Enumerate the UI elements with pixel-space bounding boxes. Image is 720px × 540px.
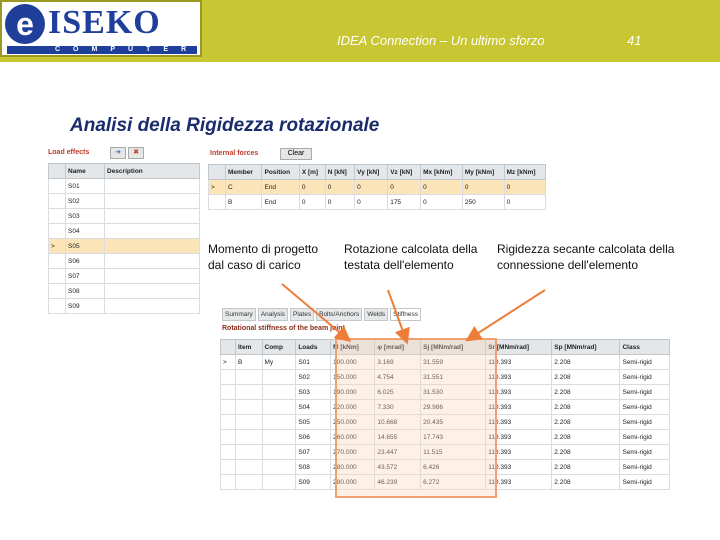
- table-cell[interactable]: 2.208: [552, 400, 620, 415]
- table-cell[interactable]: 110.393: [486, 370, 552, 385]
- column-header[interactable]: Class: [620, 340, 670, 355]
- load-effect-name: S02: [66, 194, 105, 209]
- table-cell[interactable]: 2.208: [552, 475, 620, 490]
- table-cell[interactable]: 260.000: [331, 430, 375, 445]
- row-indicator-icon: >: [209, 180, 226, 195]
- table-cell[interactable]: S05: [296, 415, 331, 430]
- logo-subtitle: COMPUTER: [7, 46, 197, 54]
- table-cell[interactable]: 280.000: [331, 475, 375, 490]
- tab-welds[interactable]: Welds: [364, 308, 388, 321]
- table-cell[interactable]: 0: [355, 180, 388, 195]
- arrow-design-moment: [282, 284, 345, 337]
- column-header[interactable]: N [kN]: [325, 165, 354, 180]
- table-cell[interactable]: 11.515: [421, 445, 486, 460]
- logo-letter: e: [5, 4, 45, 44]
- tab-plates[interactable]: Plates: [290, 308, 314, 321]
- column-header[interactable]: My [kNm]: [462, 165, 504, 180]
- table-cell[interactable]: Semi-rigid: [620, 445, 670, 460]
- table-cell[interactable]: C: [226, 180, 262, 195]
- table-cell[interactable]: B: [226, 195, 262, 210]
- table-cell[interactable]: 10.668: [375, 415, 421, 430]
- table-cell[interactable]: 110.393: [486, 445, 552, 460]
- table-cell[interactable]: S04: [296, 400, 331, 415]
- column-header[interactable]: Comp: [262, 340, 296, 355]
- load-effects-label[interactable]: Load effects: [48, 149, 90, 156]
- table-cell[interactable]: 110.393: [486, 385, 552, 400]
- column-header[interactable]: Sj [MNm/rad]: [421, 340, 486, 355]
- callout-secant-stiffness: Rigidezza secante calcolata della connessione dell'elemento: [497, 242, 675, 272]
- tab-stiffness[interactable]: Stiffness: [390, 308, 421, 321]
- table-cell[interactable]: 0: [325, 180, 354, 195]
- table-cell[interactable]: 280.000: [331, 460, 375, 475]
- table-cell[interactable]: 20.435: [421, 415, 486, 430]
- row-indicator-cell: >: [221, 355, 236, 370]
- row-indicator-icon: >: [49, 239, 66, 254]
- table-cell[interactable]: 175: [388, 195, 421, 210]
- table-cell[interactable]: 14.655: [375, 430, 421, 445]
- table-cell[interactable]: 2.208: [552, 430, 620, 445]
- table-cell[interactable]: 31.559: [421, 355, 486, 370]
- column-header[interactable]: Sr [MNm/rad]: [486, 340, 552, 355]
- table-cell[interactable]: Semi-rigid: [620, 475, 670, 490]
- column-header[interactable]: Member: [226, 165, 262, 180]
- internal-forces-label[interactable]: Internal forces: [210, 150, 259, 157]
- table-cell[interactable]: 110.393: [486, 355, 552, 370]
- slide-header-title: IDEA Connection – Un ultimo sforzo: [337, 33, 545, 48]
- table-cell[interactable]: 2.208: [552, 445, 620, 460]
- table-cell[interactable]: 6.426: [421, 460, 486, 475]
- table-cell[interactable]: Semi-rigid: [620, 430, 670, 445]
- table-cell[interactable]: 0: [504, 195, 545, 210]
- stiffness-table-title: Rotational stiffness of the beam joint: [222, 325, 345, 332]
- callout-rotation: Rotazione calcolata della testata dell'elemento: [344, 242, 478, 272]
- table-cell[interactable]: 0: [325, 195, 354, 210]
- table-cell[interactable]: 23.447: [375, 445, 421, 460]
- logo-text: ISEKO: [48, 4, 161, 41]
- table-cell[interactable]: 31.551: [421, 370, 486, 385]
- column-header[interactable]: Name: [66, 164, 105, 179]
- table-cell[interactable]: 100.000: [331, 355, 375, 370]
- column-header[interactable]: Mz [kNm]: [504, 165, 545, 180]
- table-cell[interactable]: End: [262, 195, 299, 210]
- tab-summary[interactable]: Summary: [222, 308, 256, 321]
- table-cell[interactable]: 2.208: [552, 370, 620, 385]
- table-cell[interactable]: 110.393: [486, 460, 552, 475]
- table-cell[interactable]: 6.272: [421, 475, 486, 490]
- table-cell[interactable]: 2.208: [552, 355, 620, 370]
- load-effect-name: S01: [66, 179, 105, 194]
- column-header[interactable]: Vz [kN]: [388, 165, 421, 180]
- table-cell[interactable]: 0: [462, 180, 504, 195]
- slide-title: Analisi della Rigidezza rotazionale: [70, 115, 380, 136]
- table-cell[interactable]: 2.208: [552, 460, 620, 475]
- clear-button[interactable]: Clear: [280, 148, 312, 160]
- table-cell[interactable]: End: [262, 180, 299, 195]
- table-cell[interactable]: Semi-rigid: [620, 415, 670, 430]
- load-effect-name: S04: [66, 224, 105, 239]
- table-cell[interactable]: Semi-rigid: [620, 400, 670, 415]
- page-number: 41: [627, 33, 642, 48]
- table-cell[interactable]: 7.330: [375, 400, 421, 415]
- table-cell[interactable]: 250: [462, 195, 504, 210]
- add-load-effect-icon[interactable]: ➜: [110, 147, 126, 159]
- arrow-secant-stiffness: [472, 290, 545, 337]
- table-cell[interactable]: Semi-rigid: [620, 355, 670, 370]
- table-cell[interactable]: 2.208: [552, 415, 620, 430]
- table-cell[interactable]: S08: [296, 460, 331, 475]
- table-cell[interactable]: 270.000: [331, 445, 375, 460]
- table-cell[interactable]: S09: [296, 475, 331, 490]
- column-header[interactable]: Loads: [296, 340, 331, 355]
- load-effect-name: S07: [66, 269, 105, 284]
- table-cell[interactable]: 110.393: [486, 415, 552, 430]
- table-cell[interactable]: 0: [388, 180, 421, 195]
- table-cell[interactable]: S07: [296, 445, 331, 460]
- table-cell[interactable]: 6.025: [375, 385, 421, 400]
- column-header[interactable]: X [m]: [299, 165, 325, 180]
- table-cell[interactable]: 29.986: [421, 400, 486, 415]
- table-cell[interactable]: 46.239: [375, 475, 421, 490]
- column-header[interactable]: Mx [kNm]: [421, 165, 463, 180]
- table-cell[interactable]: 190.000: [331, 385, 375, 400]
- column-header[interactable]: Position: [262, 165, 299, 180]
- column-header[interactable]: Sp [MNm/rad]: [552, 340, 620, 355]
- column-header[interactable]: φ [mrad]: [375, 340, 421, 355]
- table-cell[interactable]: Semi-rigid: [620, 370, 670, 385]
- load-effect-name: S05: [66, 239, 105, 254]
- table-cell[interactable]: Semi-rigid: [620, 460, 670, 475]
- table-cell[interactable]: 0: [504, 180, 545, 195]
- table-cell[interactable]: 3.169: [375, 355, 421, 370]
- table-cell[interactable]: 0: [299, 195, 325, 210]
- table-cell[interactable]: S02: [296, 370, 331, 385]
- load-effect-name: S08: [66, 284, 105, 299]
- table-cell[interactable]: 0: [299, 180, 325, 195]
- table-cell[interactable]: 110.393: [486, 400, 552, 415]
- tab-analysis[interactable]: Analysis: [258, 308, 288, 321]
- table-cell[interactable]: 220.000: [331, 400, 375, 415]
- table-cell[interactable]: S03: [296, 385, 331, 400]
- delete-load-effect-icon[interactable]: ✖: [128, 147, 144, 159]
- table-cell[interactable]: B: [236, 355, 263, 370]
- table-cell[interactable]: 17.743: [421, 430, 486, 445]
- table-cell[interactable]: 0: [421, 180, 463, 195]
- table-cell[interactable]: 31.530: [421, 385, 486, 400]
- table-cell[interactable]: My: [262, 355, 296, 370]
- load-effect-name: S03: [66, 209, 105, 224]
- table-cell[interactable]: 250.000: [331, 415, 375, 430]
- tab-bolts-anchors[interactable]: Bolts/Anchors: [316, 308, 362, 321]
- table-cell[interactable]: Semi-rigid: [620, 385, 670, 400]
- table-cell[interactable]: 43.572: [375, 460, 421, 475]
- table-cell[interactable]: S06: [296, 430, 331, 445]
- column-header[interactable]: Vy [kN]: [355, 165, 388, 180]
- column-header[interactable]: Description: [105, 164, 200, 179]
- table-cell[interactable]: 4.754: [375, 370, 421, 385]
- column-header[interactable]: M [kNm]: [331, 340, 375, 355]
- table-cell[interactable]: 150.000: [331, 370, 375, 385]
- table-cell[interactable]: 110.393: [486, 430, 552, 445]
- table-cell[interactable]: 0: [355, 195, 388, 210]
- table-cell[interactable]: 110.393: [486, 475, 552, 490]
- table-cell[interactable]: 0: [421, 195, 463, 210]
- arrow-rotation: [388, 290, 405, 337]
- table-cell[interactable]: 2.208: [552, 385, 620, 400]
- table-cell[interactable]: S01: [296, 355, 331, 370]
- load-effect-name: S09: [66, 299, 105, 314]
- callout-design-moment: Momento di progetto dal caso di carico: [208, 242, 319, 272]
- load-effect-name: S06: [66, 254, 105, 269]
- column-header[interactable]: Item: [236, 340, 263, 355]
